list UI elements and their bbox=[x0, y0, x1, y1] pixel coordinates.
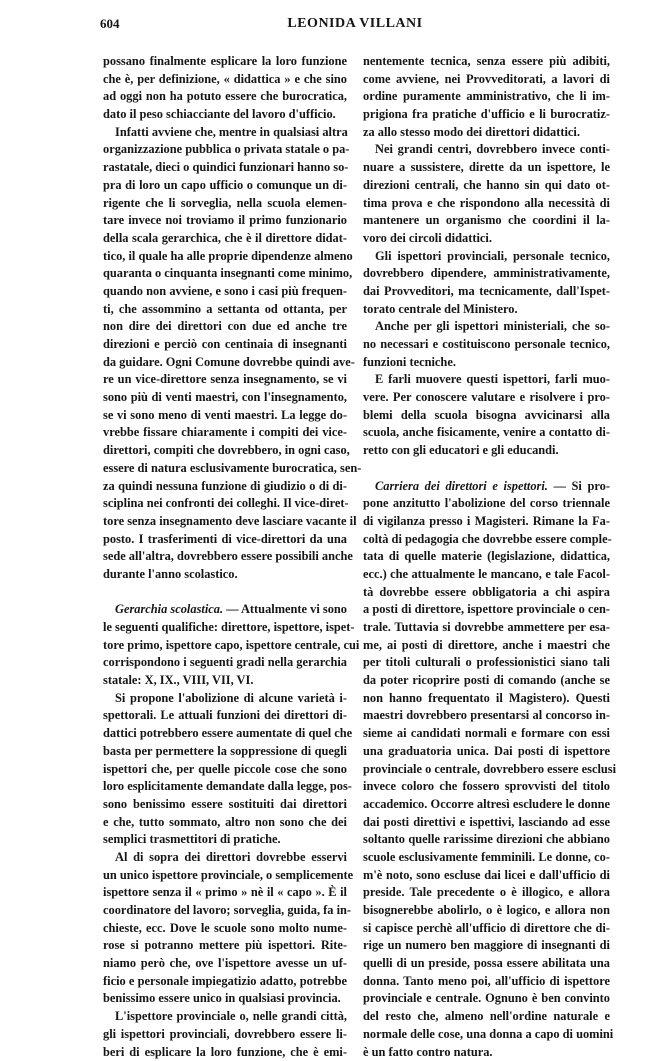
text-line: ispettore senza il « primo » nè il « capo ». È il bbox=[103, 884, 347, 902]
left-column bbox=[103, 53, 347, 1061]
text-line: spettorali. Le attuali funzioni dei direttori di- bbox=[103, 707, 347, 725]
text-line: ispettori che, per quelle piccole cose che sono bbox=[103, 761, 347, 779]
text-line: è un fatto contro natura. bbox=[363, 1044, 610, 1061]
text-run: — Attualmente vi sono bbox=[223, 602, 347, 616]
text-line: niamo però che, ove l'ispettore avesse un uf- bbox=[103, 955, 347, 973]
text-line: blemi della scuola bisogna avvicinarsi alla bbox=[363, 407, 610, 425]
paragraph-gap bbox=[363, 460, 610, 478]
text-line: rastatale, dieci o quindici funzionari hanno so- bbox=[103, 159, 347, 177]
text-line: una graduatoria unica. Dai posti di ispettore bbox=[363, 743, 610, 761]
text-line: rigente che li sorveglia, nella scuola elemen- bbox=[103, 195, 347, 213]
text-line: L'ispettore provinciale o, nelle grandi città, bbox=[103, 1008, 347, 1026]
text-line: za allo stesso modo dei direttori didattici. bbox=[363, 124, 610, 142]
text-line: statale: X, IX., VIII, VII, VI. bbox=[103, 672, 347, 690]
text-line: organizzazione pubblica o privata statale o pa- bbox=[103, 141, 347, 159]
text-line: le seguenti qualifiche: direttore, ispettore, ispet- bbox=[103, 619, 347, 637]
text-line: da guidare. Ogni Comune dovrebbe quindi ave- bbox=[103, 354, 347, 372]
text-line: m'è noto, sono escluse dai licei e dall'ufficio di bbox=[363, 867, 610, 885]
text-line: tà dovrebbe essere obbligatoria a chi aspira bbox=[363, 584, 610, 602]
text-line: dovrebbero dipendere, amministrativamente, bbox=[363, 265, 610, 283]
text-line: maestri dovrebbero presentarsi al concorso in- bbox=[363, 707, 610, 725]
text-line: ecc.) che attualmente le mancano, e tale Facol- bbox=[363, 566, 610, 584]
text-line: per titoli culturali o professionistici siano tali bbox=[363, 654, 610, 672]
text-line: ordine puramente amministrativo, che li im- bbox=[363, 88, 610, 106]
text-line: tima prova e che rispondono alla necessità di bbox=[363, 195, 610, 213]
text-line: no necessari e costituiscono personale tecnico, bbox=[363, 336, 610, 354]
text-line: possano finalmente esplicare la loro funzione bbox=[103, 53, 347, 71]
text-line: coltà di pedagogia che dovrebbe essere comple- bbox=[363, 531, 610, 549]
right-column bbox=[363, 53, 610, 1061]
text-line: dai posti direttivi e ispettivi, lasciando ad esse bbox=[363, 814, 610, 832]
text-line: sieme ai candidati normali e formare con essi bbox=[363, 725, 610, 743]
text-line: provinciale e centrale. Ognuno è ben convinto bbox=[363, 990, 610, 1008]
text-line: E farli muovere questi ispettori, farli muo- bbox=[363, 371, 610, 389]
text-line: benissimo essere unico in qualsiasi provincia. bbox=[103, 990, 347, 1008]
text-line: coordinatore del lavoro; sorveglia, guida, fa in- bbox=[103, 902, 347, 920]
text-line: sono più di venti maestri, con l'insegnamento, bbox=[103, 389, 347, 407]
text-line: direttori, compiti che dovrebbero, in ogni caso, bbox=[103, 442, 347, 460]
paragraph-gap bbox=[103, 584, 347, 602]
text-line: Infatti avviene che, mentre in qualsiasi altra bbox=[103, 124, 347, 142]
text-line: sciplina nei confronti dei colleghi. Il vice-diret- bbox=[103, 495, 347, 513]
text-line: un unico ispettore provinciale, o semplicemente bbox=[103, 867, 347, 885]
text-line: se vi sono meno di venti maestri. La legge do- bbox=[103, 407, 347, 425]
text-line: trale. Tuttavia si dovrebbe ammettere per esa- bbox=[363, 619, 610, 637]
text-line: che è, per definizione, « didattica » e che sino bbox=[103, 71, 347, 89]
text-line: non hanno frequentato il Magistero). Questi bbox=[363, 690, 610, 708]
text-line: me, ai posti di direttore, anche i maestri che bbox=[363, 637, 610, 655]
text-line: torato centrale del Ministero. bbox=[363, 301, 610, 319]
text-line: chieste, ecc. Dove le scuole sono molto nume- bbox=[103, 920, 347, 938]
text-line: da poter ricoprire posti di comando (anche se bbox=[363, 672, 610, 690]
text-line: direzioni e perciò con centinaia di insegnanti bbox=[103, 336, 347, 354]
text-line: rige un numero ben maggiore di insegnanti di bbox=[363, 937, 610, 955]
text-line: prigiona fra pratiche d'ufficio e li burocratiz- bbox=[363, 106, 610, 124]
text-run: — Si pro- bbox=[548, 479, 610, 493]
text-line: sono benissimo essere sostituiti dai direttori bbox=[103, 796, 347, 814]
text-line: e che, tutto sommato, altro non sono che dei bbox=[103, 814, 347, 832]
text-line: invece coloro che fossero sprovvisti del titolo bbox=[363, 778, 610, 796]
text-line: Si propone l'abolizione di alcune varietà i- bbox=[103, 690, 347, 708]
section-heading: Carriera dei direttori e ispettori. bbox=[375, 479, 548, 493]
text-line: preside. Tale precedente o è illogico, e allora bbox=[363, 884, 610, 902]
text-line: normale delle cose, una donna a capo di uomini bbox=[363, 1026, 610, 1044]
text-line: direzioni centrali, che hanno sin qui dato ot- bbox=[363, 177, 610, 195]
page-header bbox=[100, 16, 610, 36]
text-line: dattici potrebbero essere aumentate di quel che bbox=[103, 725, 347, 743]
text-line: gli ispettori provinciali, dovrebbero essere li- bbox=[103, 1026, 347, 1044]
text-line: Anche per gli ispettori ministeriali, che so- bbox=[363, 318, 610, 336]
text-line: quando non avviene, e sono i casi più frequen- bbox=[103, 283, 347, 301]
text-line: voro dei circoli didattici. bbox=[363, 230, 610, 248]
text-line: tico, il quale ha alle proprie dipendenze almeno bbox=[103, 248, 347, 266]
text-line: tore senza insegnamento deve lasciare vacante il bbox=[103, 513, 347, 531]
text-line: bisognerebbe abolirlo, o è logico, e allora non bbox=[363, 902, 610, 920]
text-line: Al di sopra dei direttori dovrebbe esservi bbox=[103, 849, 347, 867]
text-line: corrispondono i seguenti gradi nella gerarchia bbox=[103, 654, 347, 672]
page-number: 604 bbox=[100, 16, 120, 32]
text-line bbox=[103, 601, 347, 619]
text-line: a posti di direttore, ispettore provinciale o cen- bbox=[363, 601, 610, 619]
text-line bbox=[363, 478, 610, 496]
text-line: ad oggi non ha potuto essere che burocratica, bbox=[103, 88, 347, 106]
text-line: scuola, anche fisicamente, venire a contatto di- bbox=[363, 424, 610, 442]
text-line: za quindi nessuna funzione di giudizio o di di- bbox=[103, 478, 347, 496]
text-line: dato il peso schiacciante del lavoro d'ufficio. bbox=[103, 106, 347, 124]
text-line: mantenere un organismo che coordini il la- bbox=[363, 212, 610, 230]
text-line: vrebbe fissare chiaramente i compiti dei vice- bbox=[103, 424, 347, 442]
text-line: della scala gerarchica, che è il direttore didat- bbox=[103, 230, 347, 248]
text-line: accademico. Occorre altresì escludere le donne bbox=[363, 796, 610, 814]
text-line: retto con gli educatori e gli educandi. bbox=[363, 442, 610, 460]
text-line: tore primo, ispettore capo, ispettore centrale, cui bbox=[103, 637, 347, 655]
text-line: come avviene, nei Provveditorati, a lavori di bbox=[363, 71, 610, 89]
text-line: basta per permettere la soppressione di quegli bbox=[103, 743, 347, 761]
text-line: rose si potranno mettere più ispettori. Rite- bbox=[103, 937, 347, 955]
text-line: Nei grandi centri, dovrebbero invece conti- bbox=[363, 141, 610, 159]
text-line: sede all'altra, dovrebbero essere possibili anche bbox=[103, 548, 347, 566]
running-title: LEONIDA VILLANI bbox=[100, 16, 610, 32]
text-line: pra di loro un capo ufficio o comunque un di- bbox=[103, 177, 347, 195]
text-line: nuare a sussistere, dirette da un ispettore, le bbox=[363, 159, 610, 177]
text-line: loro esplicitamente demandate dalla legge, pos- bbox=[103, 778, 347, 796]
text-line: quelli di un preside, possa essere abilitata una bbox=[363, 955, 610, 973]
text-line: di vigilanza presso i Magisteri. Rimane la Fa- bbox=[363, 513, 610, 531]
text-line: Gli ispettori provinciali, personale tecnico, bbox=[363, 248, 610, 266]
text-line: soltanto quelle rarissime direzioni che abbiano bbox=[363, 831, 610, 849]
text-line: si capisce perchè all'ufficio di direttore che di- bbox=[363, 920, 610, 938]
text-line: tare invece noi troviamo il primo funzionario bbox=[103, 212, 347, 230]
text-line: beri di esplicare la loro funzione, che è emi- bbox=[103, 1044, 347, 1061]
text-line: semplici trasmettitori di pratiche. bbox=[103, 831, 347, 849]
section-heading: Gerarchia scolastica. bbox=[115, 602, 223, 616]
text-line: re un vice-direttore senza insegnamento, se vi bbox=[103, 371, 347, 389]
text-line: provinciale o centrale, dovrebbero essere esclusi bbox=[363, 761, 610, 779]
text-line: ficio e personale impiegatizio adatto, potrebbe bbox=[103, 973, 347, 991]
text-line: essere di natura esclusivamente burocratica, sen- bbox=[103, 460, 347, 478]
text-line: donna. Tanto meno poi, all'ufficio di ispettore bbox=[363, 973, 610, 991]
text-line: non dire dei direttori con due ed anche tre bbox=[103, 318, 347, 336]
text-line: vere. Per conoscere valutare e risolvere i pro- bbox=[363, 389, 610, 407]
text-line: funzioni tecniche. bbox=[363, 354, 610, 372]
text-line: durante l'anno scolastico. bbox=[103, 566, 347, 584]
text-line: nentemente tecnica, senza essere più adibiti, bbox=[363, 53, 610, 71]
text-line: scuole esclusivamente femminili. Le donne, co- bbox=[363, 849, 610, 867]
text-line: ti, che assommino a settanta od ottanta, per bbox=[103, 301, 347, 319]
text-line: posto. I trasferimenti di vice-direttori da una bbox=[103, 531, 347, 549]
text-line: quaranta o cinquanta insegnanti come minimo, bbox=[103, 265, 347, 283]
text-line: tata di quelle materie (legislazione, didattica, bbox=[363, 548, 610, 566]
text-line: pone anzitutto l'abolizione del corso triennale bbox=[363, 495, 610, 513]
text-line: del resto che, almeno nell'ordine naturale e bbox=[363, 1008, 610, 1026]
text-line: dai Provveditori, ma tecnicamente, dall'Ispet- bbox=[363, 283, 610, 301]
